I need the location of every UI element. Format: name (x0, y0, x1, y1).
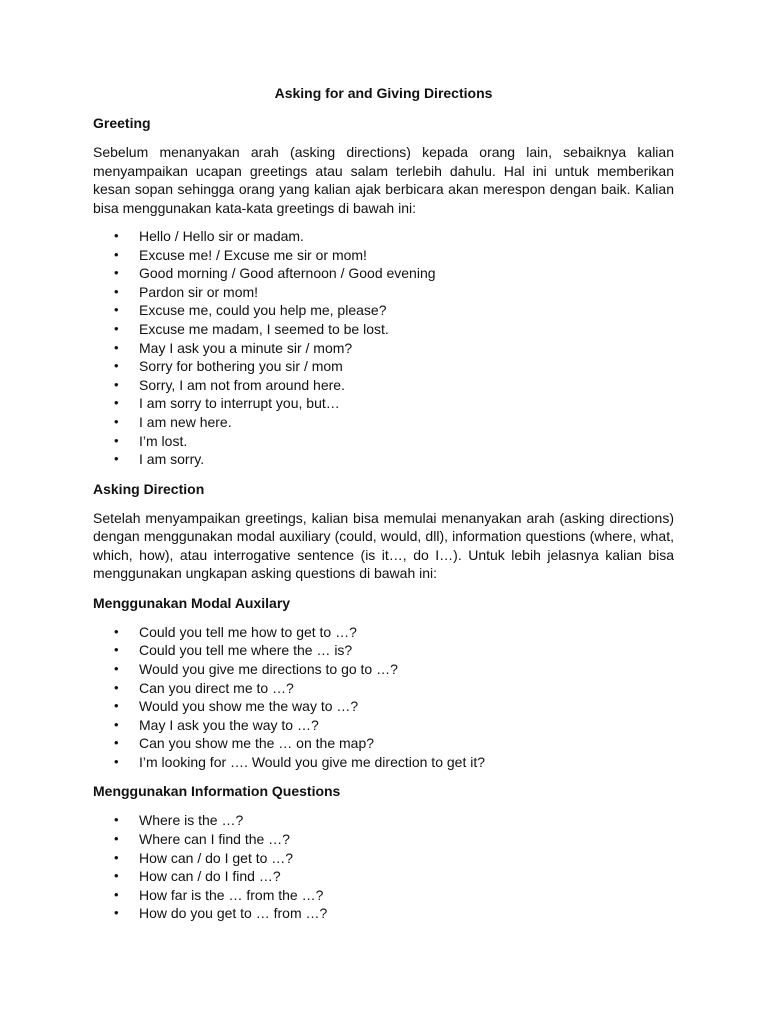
list-item-text: Would you give me directions to go to …? (139, 660, 398, 677)
list-item-text: Can you show me the … on the map? (139, 735, 375, 752)
list-item-text: Sorry, I am not from around here. (139, 376, 345, 393)
section-heading-asking-direction: Asking Direction (93, 480, 205, 497)
list-item (93, 641, 674, 660)
list-item-text: How can / do I find …? (139, 868, 281, 885)
list-item-text: Where is the …? (139, 812, 244, 829)
list-item (93, 301, 674, 320)
list-item-text: Would you show me the way to …? (139, 698, 359, 715)
information-questions-list (93, 811, 674, 923)
list-item (93, 849, 674, 868)
list-item (93, 753, 674, 772)
list-item (93, 660, 674, 679)
list-item-text: I’m lost. (139, 432, 188, 449)
section-greeting (93, 113, 674, 469)
bullet-icon: • (114, 623, 119, 639)
bullet-icon: • (114, 246, 119, 262)
list-item (93, 886, 674, 905)
greeting-paragraph: Sebelum menanyakan arah (asking directions) kepada orang lain, sebaiknya kalian menyampaikan ucapan greetings atau salam terlebih dahulu. Hal ini untuk memberikan kesan sopan sehingga orang yang kalian ajak berbicara akan merespon dengan baik. Kalian bisa menggunakan kata-kata greetings di bawah ini: (93, 144, 674, 216)
list-item (93, 867, 674, 886)
section-heading-information-questions: Menggunakan Information Questions (93, 783, 341, 800)
bullet-icon: • (114, 228, 119, 243)
list-item-text: How can / do I get to …? (139, 849, 294, 866)
bullet-icon: • (114, 265, 119, 281)
list-item (93, 413, 674, 432)
list-item (93, 432, 674, 451)
list-item-text: May I ask you the way to …? (139, 716, 319, 733)
list-item-text: Could you tell me how to get to …? (139, 623, 357, 640)
bullet-icon: • (114, 849, 119, 865)
bullet-icon: • (114, 320, 119, 336)
bullet-icon: • (114, 339, 119, 355)
section-information-questions (93, 781, 674, 923)
list-item-text: How far is the … from the …? (139, 886, 324, 903)
list-item-text: Excuse me, could you help me, please? (139, 302, 387, 319)
list-item (93, 339, 674, 358)
greeting-list (93, 227, 674, 469)
list-item (93, 320, 674, 339)
list-item-text: Where can I find the …? (139, 831, 290, 848)
bullet-icon: • (114, 735, 119, 751)
document-title: Asking for and Giving Directions (274, 85, 493, 101)
list-item-text: I am sorry to interrupt you, but… (139, 395, 340, 412)
bullet-icon: • (114, 716, 119, 732)
bullet-icon: • (114, 886, 119, 902)
list-item (93, 357, 674, 376)
bullet-icon: • (114, 451, 119, 467)
list-item (93, 904, 674, 923)
bullet-icon: • (114, 376, 119, 392)
asking-direction-paragraph: Setelah menyampaikan greetings, kalian bisa memulai menanyakan arah (asking directions) dengan menggunakan modal auxiliary (could, would, dll), information questions (where, what, which, how), atau interrogative sentence (is it…, do I…). Untuk lebih jelasnya kalian bisa menggunakan ungkapan asking questions di bawah ini: (93, 509, 674, 582)
list-item (93, 227, 674, 246)
bullet-icon: • (114, 905, 119, 921)
list-item (93, 283, 674, 302)
list-item-text: May I ask you a minute sir / mom? (139, 339, 353, 356)
list-item-text: Good morning / Good afternoon / Good evening (139, 265, 436, 282)
list-item-text: Excuse me madam, I seemed to be lost. (139, 320, 389, 337)
list-item-text: Could you tell me where the … is? (139, 642, 353, 659)
section-heading-modal-auxilary: Menggunakan Modal Auxilary (93, 594, 291, 611)
list-item (93, 734, 674, 753)
bullet-icon: • (114, 812, 119, 828)
list-item-text: How do you get to … from …? (139, 905, 328, 922)
bullet-icon: • (114, 868, 119, 884)
list-item (93, 246, 674, 265)
bullet-icon: • (114, 831, 119, 847)
list-item (93, 830, 674, 849)
list-item (93, 623, 674, 642)
bullet-icon: • (114, 642, 119, 658)
list-item (93, 811, 674, 830)
list-item (93, 376, 674, 395)
modal-auxilary-list (93, 623, 674, 772)
list-item (93, 394, 674, 413)
list-item (93, 264, 674, 283)
bullet-icon: • (114, 283, 119, 299)
section-asking-direction (93, 479, 674, 583)
bullet-icon: • (114, 679, 119, 695)
list-item (93, 679, 674, 698)
list-item-text: Can you direct me to …? (139, 679, 294, 696)
bullet-icon: • (114, 753, 119, 769)
list-item-text: Hello / Hello sir or madam. (139, 228, 304, 244)
list-item-text: I am new here. (139, 413, 232, 430)
list-item-text: I’m looking for …. Would you give me direction to get it? (139, 753, 486, 770)
bullet-icon: • (114, 432, 119, 448)
bullet-icon: • (114, 413, 119, 429)
list-item (93, 697, 674, 716)
bullet-icon: • (114, 660, 119, 676)
list-item (93, 450, 674, 469)
list-item-text: Excuse me! / Excuse me sir or mom! (139, 246, 367, 263)
list-item (93, 716, 674, 735)
list-item-text: I am sorry. (139, 451, 205, 468)
list-item-text: Pardon sir or mom! (139, 283, 259, 300)
bullet-icon: • (114, 358, 119, 374)
section-heading-greeting: Greeting (93, 115, 151, 131)
list-item-text: Sorry for bothering you sir / mom (139, 358, 343, 375)
bullet-icon: • (114, 698, 119, 714)
bullet-icon: • (114, 395, 119, 411)
section-modal-auxilary (93, 593, 674, 772)
bullet-icon: • (114, 302, 119, 318)
